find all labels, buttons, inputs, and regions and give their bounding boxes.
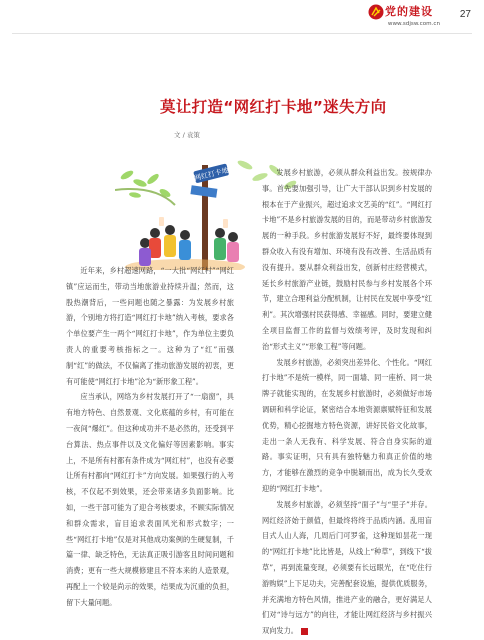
article-paragraph-text: 发展乡村旅游，必须坚持“面子”与“里子”并存。网红经济始于颜值，但最终将终于品质内涵。乱用盲目式人山人海，几周后门可罗雀，这种现如昙花一现的“网红打卡地”比比皆是，从线上“种草”，到线下“拔草”，再到流量变现，必须要有长远眼光，在“吃住行游购娱”上下足功夫，完善配套设施，提供优质服务，并充满地方特色风情，推进产业的融合，更好满足人们对“诗与远方”的向往，才能让网红经济与乡村振兴双向发力。 [262, 499, 432, 636]
page-header [0, 0, 484, 52]
website-url: www.sdjsw.com.cn [387, 21, 440, 27]
article-column-left [66, 263, 234, 611]
signpost-label: 网红打卡地 [193, 166, 230, 183]
magazine-logo [368, 2, 440, 22]
article-byline: 文 / 袁策 [174, 131, 200, 139]
article-end-mark [301, 628, 308, 635]
article-paragraph: 发展乡村旅游，必须从群众利益出发。按规律办事。首先要加强引导，让广大干部认识到乡村发展的根本在于产业振兴，超过追求文艺美的“红”。“网红打卡地”不是乡村旅游发展的目的，而是带动乡村旅游发展的一种手段。乡村旅游发展好不好，最终要体现到群众收入有没有增加、环境有没有改善、生活品质有没有提升。要从群众利益出发，创新村庄经营模式，延长乡村旅游产业链，鼓励村民参与乡村发展各个环节，建立合理利益分配机制，让村民在发展中享受“红利”。其次增强村民获得感、幸福感。同时，要建立健全项目监督工作的监督与效绩考评，及时发现和纠治“形式主义”“形象工程”等问题。 [262, 168, 432, 351]
article-title: 莫让打造“网红打卡地”迷失方向 [160, 98, 387, 116]
page-number: 27 [459, 9, 471, 20]
article-paragraph: 应当承认，网络为乡村发展打开了“一扇窗”，具有地方特色、自然景观、文化底蕴的乡村，有可能在一夜间“爆红”。但这种成功并不是必然的，还受到平台算法、热点事件以及文化偏好等因素影响。事实上，不是所有村都有条件成为“网红村”，也没有必要让所有村都向“网红打卡”方向发展。如果强行的入考核，不仅起不到效果，还会带来诸多负面影响。比如，一些干部可能为了迎合考核要求，不顾实际情况和群众需求，盲目追求表面风光和形式数字；一些“网红打卡地”仅是对其他成功案例的生硬复制，千篇一律、缺乏特色，无法真正吸引游客且时间问题和消费；更有一些大规模修建且不符本来的人造景观，再配上一个较是尚示的效果，结果成为沉重的负担，留下大量问题。 [66, 392, 234, 607]
header-divider [12, 33, 472, 34]
article-paragraph-last [262, 497, 432, 639]
illustration-tree-branches [115, 169, 175, 205]
article-column-right [262, 165, 432, 639]
magazine-name: 党的建设 [385, 5, 433, 18]
party-emblem-icon [368, 4, 384, 20]
article-paragraph: 近年来，乡村超速网路，“一大批“网红村”“网红镇”应运而生，带动当地旅游业持续升温；然而，这股热潮背后，一些问题也随之暴露：为发展乡村旅游，个别地方将打造“网红打卡地”纳入考核，要求各个单位要产生一两个“网红打卡地”，作为单位主要负责人的重要考核指标之一。这种为了“红”而强制“红”的做法，不仅偏离了推动旅游发展的初衷，更有可能使“网红打卡地”沦为“新形象工程”。 [66, 266, 234, 386]
article-paragraph: 发展乡村旅游，必须突出差异化、个性化。“网红打卡地”不是统一模样，同一面墙、同一座桥、同一块牌子就能实现的，在发展乡村旅游时，必须做好市场调研和科学论证，紧密结合本地资源禀赋特征和发展优势，精心挖掘地方特色资源，讲好民俗文化故事，走出一条人无我有、科学发展、符合自身实际的道路。事实证明，只有具有独特魅力和真正价值的地方，才能够在激烈的竞争中脱颖而出，成为长久受欢迎的“网红打卡地”。 [262, 357, 432, 493]
